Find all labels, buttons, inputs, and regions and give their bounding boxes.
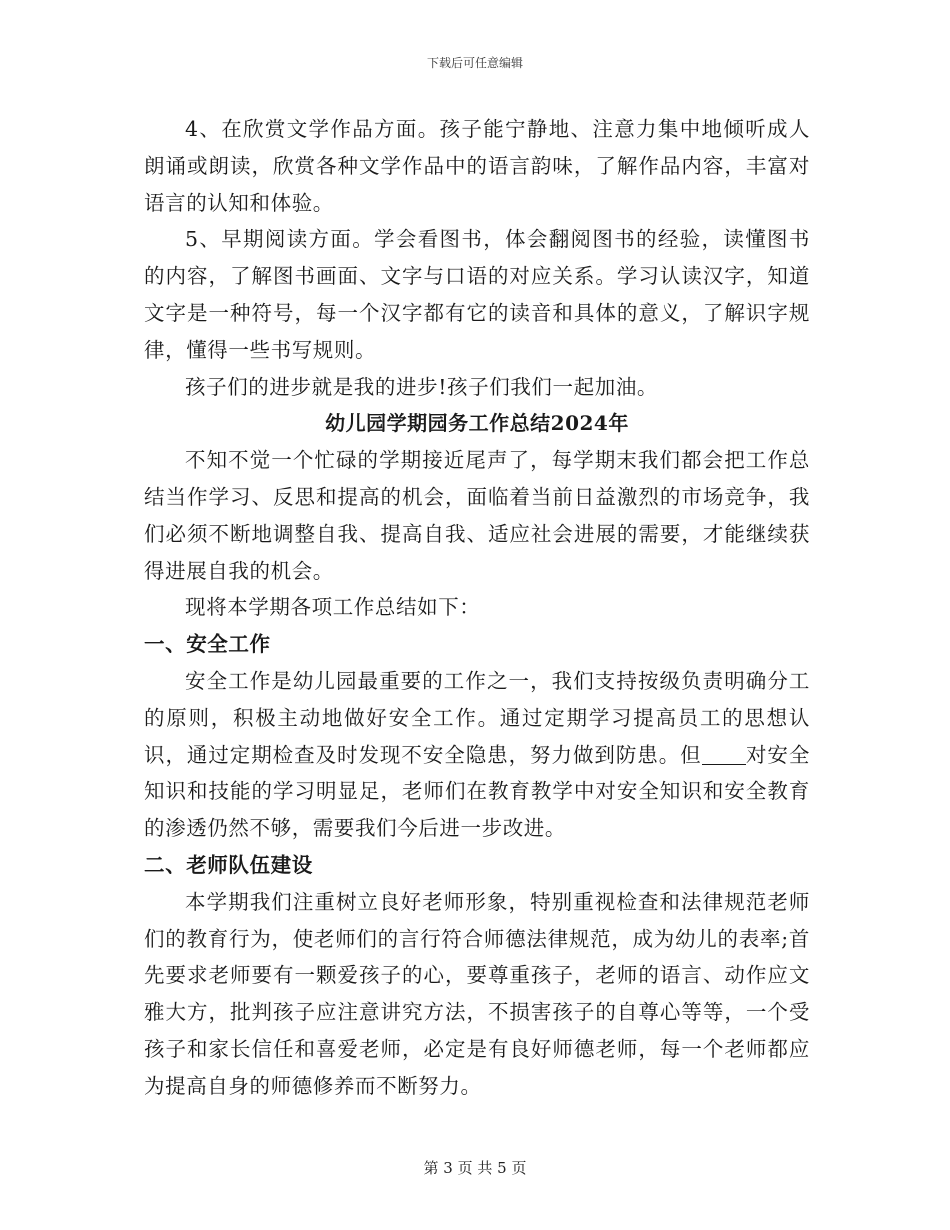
safety-text-after-blank: 对安全知识和技能的学习明显足，老师们在教育教学中对安全知识和安全教育的渗透仍然不够，需要我们今后进一步改进。 xyxy=(144,742,810,841)
paragraph-closing-cheer: 孩子们的进步就是我的进步!孩子们我们一起加油。 xyxy=(185,374,659,399)
paragraph-teacher-team: 本学期我们注重树立良好老师形象，特别重视检查和法律规范老师们的教育行为，使老师们的言行符合师德法律规范，成为幼儿的表率;首先要求老师要有一颗爱孩子的心，要尊重孩子，老师的语言、动作应文雅大方，批判孩子应注意讲究方法，不损害孩子的自尊心等等，一个受孩子和家长信任和喜爱老师，必定是有良好师德老师，每一个老师都应为提高自身的师德修养而不断努力。 xyxy=(144,889,810,1098)
paragraph-lead: 现将本学期各项工作总结如下： xyxy=(185,595,481,620)
paragraph-safety-work xyxy=(144,663,810,847)
heading-safety-work: 一、安全工作 xyxy=(144,632,271,657)
document-body xyxy=(144,111,810,1105)
heading-teacher-team: 二、老师队伍建设 xyxy=(144,852,313,877)
document-title: 幼儿园学期园务工作总结2024年 xyxy=(325,411,629,436)
page-header: 下载后可任意编辑 xyxy=(426,56,523,70)
paragraph-literature-appreciation: 4、在欣赏文学作品方面。孩子能宁静地、注意力集中地倾听成人朗诵或朗读，欣赏各种文学作品中的语言韵味，了解作品内容，丰富对语言的认知和体验。 xyxy=(144,117,810,215)
paragraph-early-reading: 5、早期阅读方面。学会看图书，体会翻阅图书的经验，读懂图书的内容，了解图书画面、文字与口语的对应关系。学习认读汉字，知道文字是一种符号，每一个汉字都有它的读音和具体的意义，了解识字规律，懂得一些书写规则。 xyxy=(144,227,810,362)
safety-text-before-blank: 安全工作是幼儿园最重要的工作之一，我们支持按级负责明确分工的原则，积极主动地做好安全工作。通过定期学习提高员工的思想认识，通过定期检查及时发现不安全隐患，努力做到防患。但 xyxy=(144,668,810,767)
page-number: 第 3 页 共 5 页 xyxy=(423,1159,527,1177)
paragraph-intro: 不知不觉一个忙碌的学期接近尾声了，每学期末我们都会把工作总结当作学习、反思和提高的机会，面临着当前日益激烈的市场竞争，我们必须不断地调整自我、提高自我、适应社会进展的需要，才能继续获得进展自我的机会。 xyxy=(144,448,810,583)
fill-in-blank xyxy=(702,743,746,765)
